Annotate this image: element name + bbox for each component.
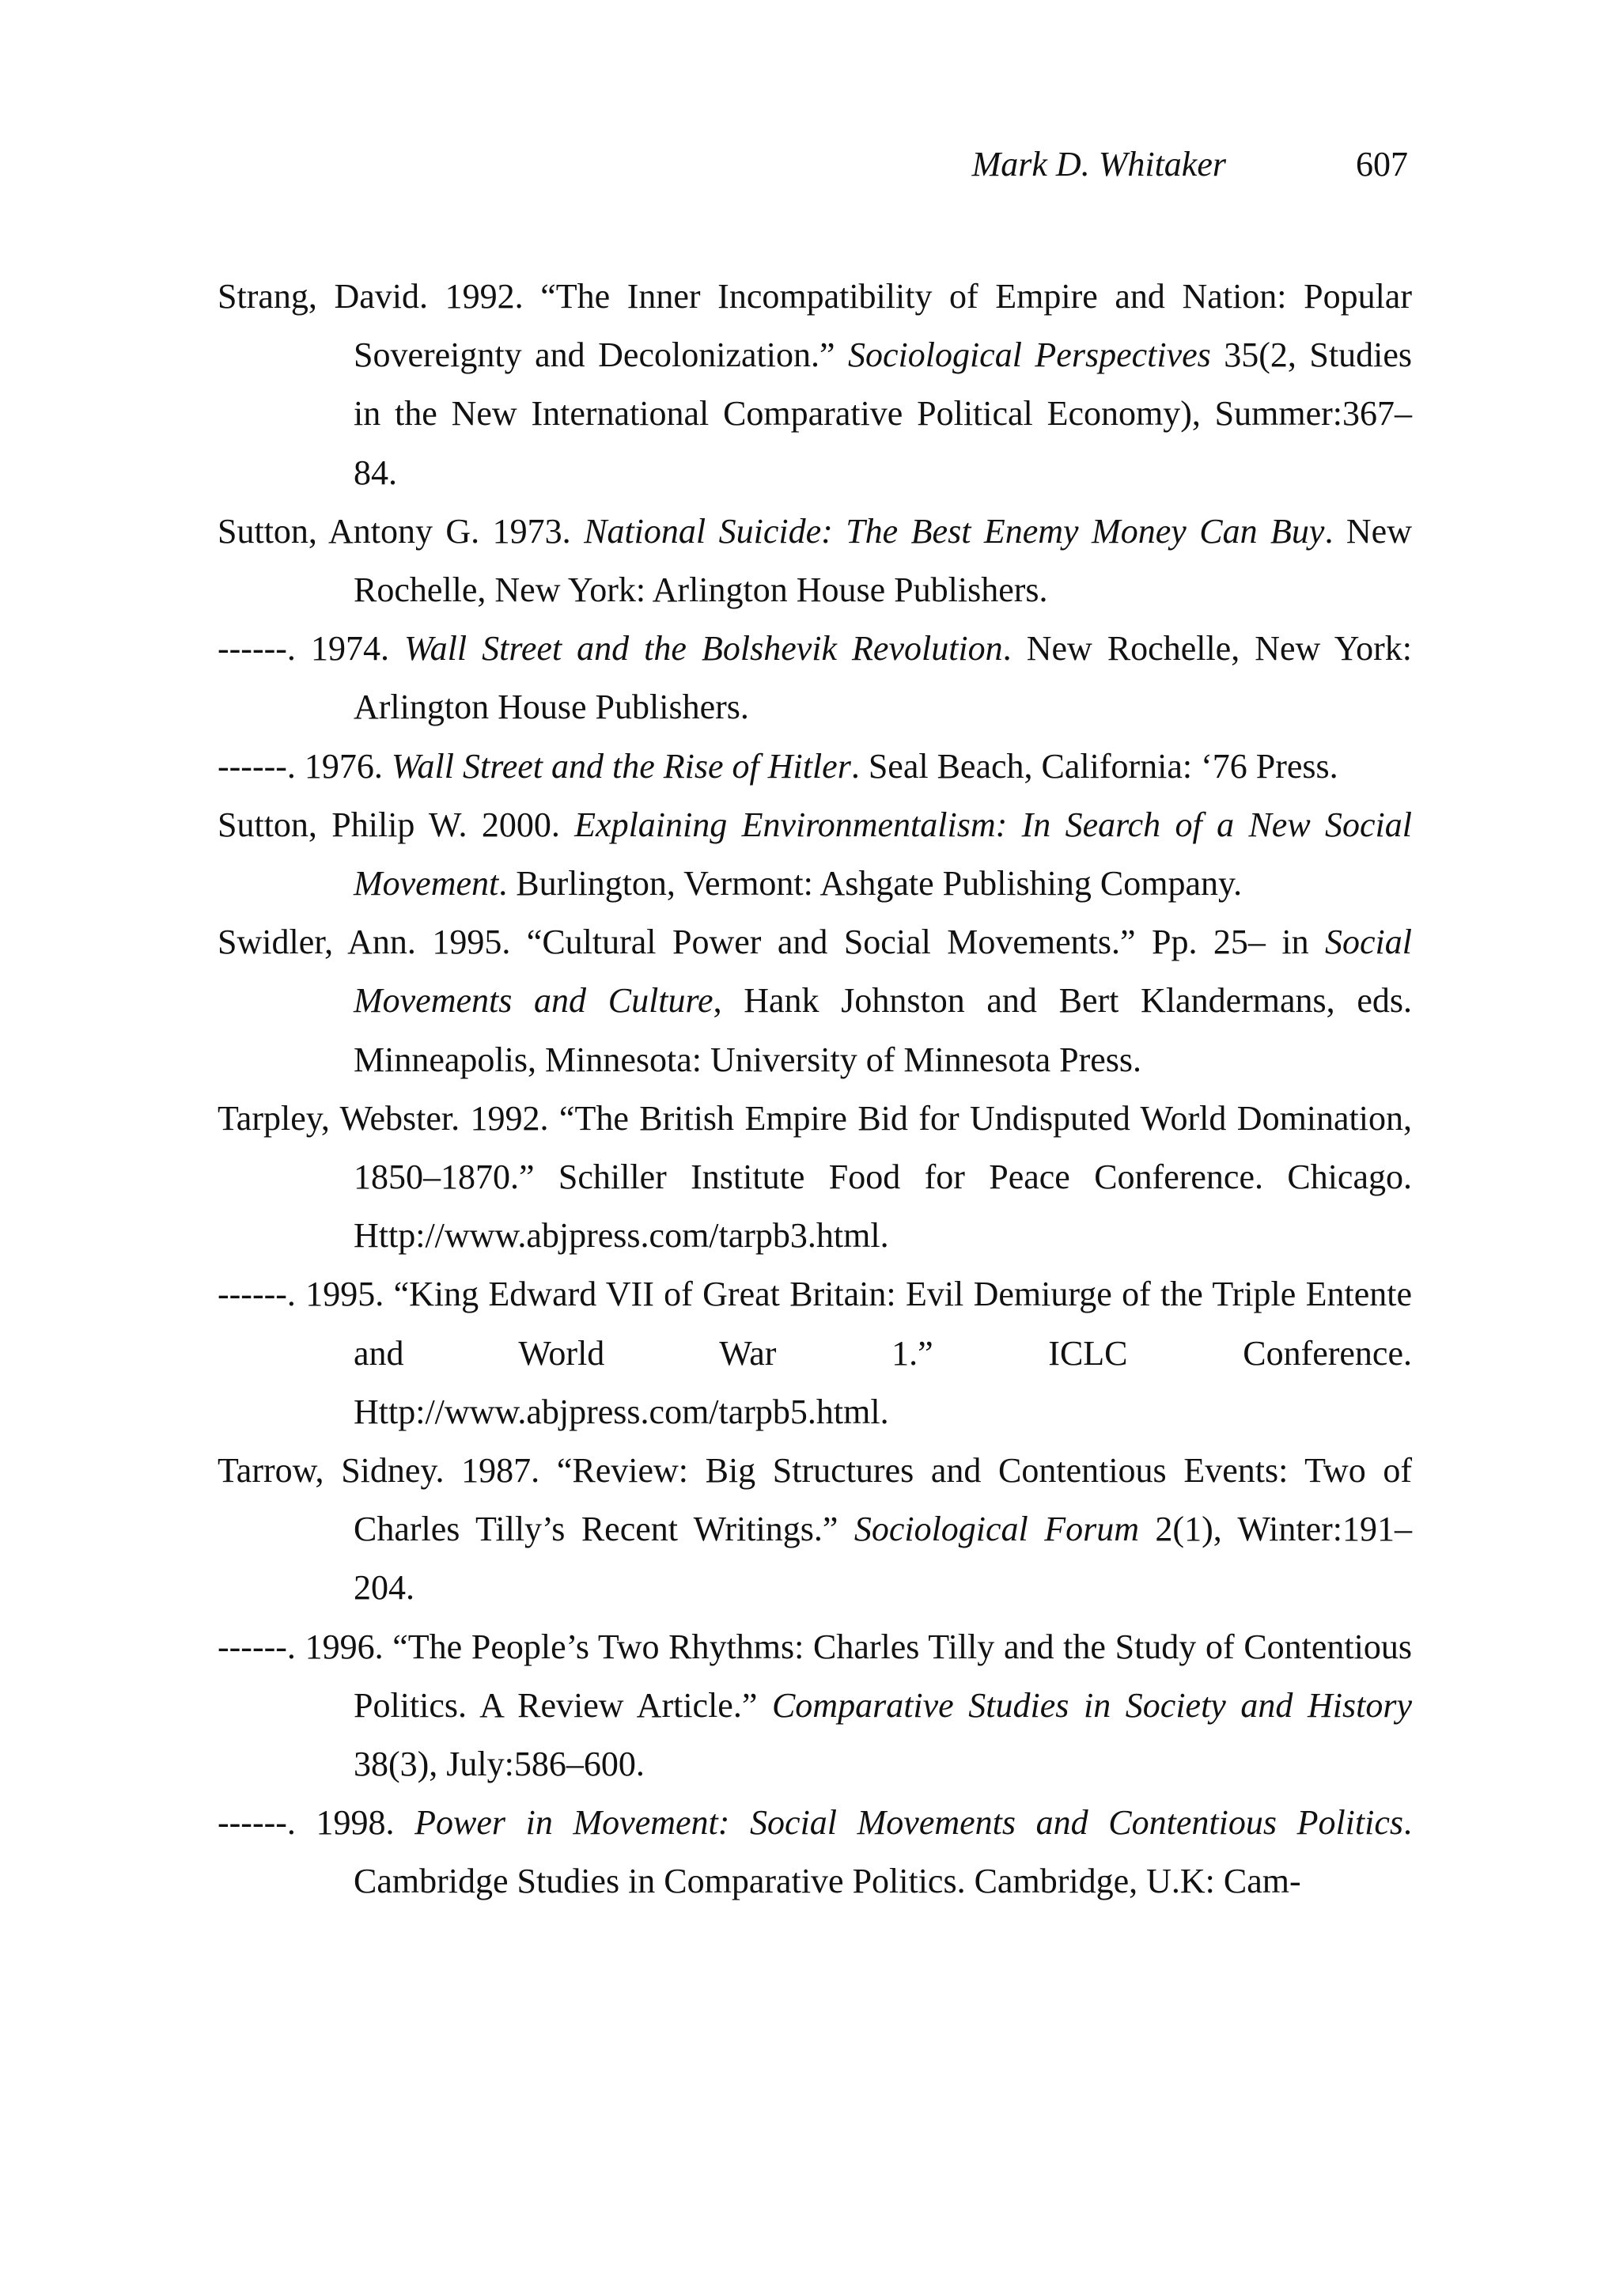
reference-text: Swidler, Ann. 1995. “Cultural Power and Social Movements.” Pp. 25– in: [218, 923, 1326, 962]
reference-title: Sociological Forum: [854, 1510, 1139, 1549]
reference-text: . Burlington, Vermont: Ashgate Publishing Company.: [498, 864, 1243, 904]
reference-title: Explaining Environmentalism: In Search of a New Social Movement: [354, 805, 1412, 904]
reference-text: ------. 1996. “The People’s Two Rhythms: Charles Tilly and the Study of Contentious Politics. A Review Article.”: [218, 1627, 1412, 1725]
reference-entry: [218, 619, 1412, 737]
page-number: 607: [1356, 145, 1408, 184]
reference-entry: [218, 1442, 1412, 1618]
reference-text: ------. 1998.: [218, 1803, 415, 1843]
reference-entry: [218, 267, 1412, 502]
reference-title: Social Movements and Culture: [354, 923, 1412, 1021]
reference-text: . Seal Beach, California: ‘76 Press.: [850, 746, 1338, 786]
reference-text: Tarrow, Sidney. 1987. “Review: Big Structures and Contentious Events: Two of Charles Tilly’s Recent Writings.”: [218, 1451, 1412, 1549]
reference-list: [218, 267, 1412, 1911]
reference-title: Wall Street and the Rise of Hitler: [391, 746, 851, 786]
reference-title: Sociological Perspectives: [847, 335, 1211, 375]
reference-text: Sutton, Philip W. 2000.: [218, 805, 575, 844]
reference-text: . New Rochelle, New York: Arlington House Publishers.: [354, 511, 1412, 610]
reference-text: ------. 1976.: [218, 746, 392, 786]
reference-text: Tarpley, Webster. 1992. “The British Empire Bid for Undisputed World Domination, 1850–1870.” Schiller Institute Food for Peace Conference. Chicago. Http://www.abjpress.com/tarpb3.html.: [218, 1098, 1412, 1256]
running-head: [214, 141, 1408, 188]
reference-entry: [218, 737, 1412, 796]
reference-title: National Suicide: The Best Enemy Money Can Buy: [584, 511, 1325, 551]
reference-text: , Hank Johnston and Bert Klandermans, eds. Minneapolis, Minnesota: University of Minnesota Press.: [354, 981, 1412, 1079]
reference-text: ------. 1995. “King Edward VII of Great Britain: Evil Demiurge of the Triple Entente and World War 1.” ICLC Conference. Http://www.abjpress.com/tarpb5.html.: [218, 1275, 1412, 1431]
reference-text: . Cambridge Studies in Comparative Politics. Cambridge, U.K: Cam-: [354, 1803, 1412, 1901]
reference-entry: [218, 1089, 1412, 1266]
reference-text: 38(3), July:586–600.: [354, 1745, 645, 1784]
reference-entry: [218, 1265, 1412, 1442]
reference-title: Power in Movement: Social Movements and Contentious Politics: [414, 1803, 1403, 1843]
reference-text: ------. 1974.: [218, 629, 404, 669]
reference-entry: [218, 796, 1412, 913]
reference-entry: [218, 1794, 1412, 1911]
running-head-author: Mark D. Whitaker: [971, 145, 1226, 184]
reference-text: . New Rochelle, New York: Arlington House Publishers.: [354, 629, 1412, 727]
reference-entry: [218, 913, 1412, 1089]
reference-text: 2(1), Winter:191–204.: [354, 1510, 1413, 1608]
reference-text: 35(2, Studies in the New International Comparative Political Economy), Summer:367–84.: [354, 335, 1412, 492]
reference-text: Sutton, Antony G. 1973.: [218, 511, 585, 551]
reference-title: Comparative Studies in Society and History: [771, 1685, 1412, 1725]
reference-entry: [218, 502, 1412, 619]
reference-text: Strang, David. 1992. “The Inner Incompatibility of Empire and Nation: Popular Sovereignty and Decolonization.”: [218, 277, 1412, 375]
reference-entry: [218, 1618, 1412, 1794]
reference-title: Wall Street and the Bolshevik Revolution: [404, 629, 1003, 669]
